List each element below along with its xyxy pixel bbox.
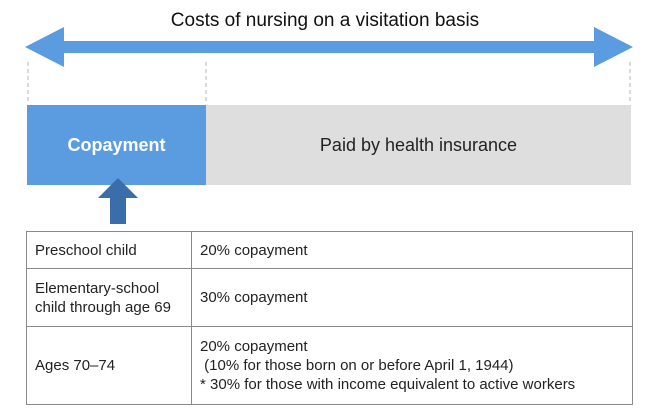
group-label-line: Elementary-school bbox=[35, 279, 160, 297]
rate-cell bbox=[192, 269, 633, 327]
diagram-title: Costs of nursing on a visitation basis bbox=[170, 10, 480, 31]
insurance-bar bbox=[206, 105, 631, 185]
group-cell bbox=[27, 269, 192, 327]
rate-cell bbox=[192, 327, 633, 405]
rate-cell bbox=[192, 232, 633, 269]
table-row bbox=[27, 269, 633, 327]
rate-text: 20% copayment bbox=[200, 338, 308, 355]
table-row bbox=[27, 232, 633, 269]
copayment-table bbox=[26, 231, 633, 405]
copayment-bar bbox=[27, 105, 206, 185]
rate-footnote: * 30% for those with income equivalent to active workers bbox=[200, 376, 576, 393]
rate-text: 30% copayment bbox=[200, 289, 308, 306]
table-row bbox=[27, 327, 633, 405]
up-arrow-icon bbox=[96, 176, 140, 226]
rate-note: (10% for those born on or before April 1, 1944) bbox=[200, 357, 514, 374]
group-cell bbox=[27, 232, 192, 269]
group-label: Ages 70–74 bbox=[35, 357, 116, 374]
rate-text: 20% copayment bbox=[200, 241, 308, 259]
double-headed-arrow-icon bbox=[25, 27, 633, 67]
group-label: Preschool child bbox=[35, 241, 137, 259]
group-label-line: child through age 69 bbox=[35, 298, 171, 316]
insurance-label: Paid by health insurance bbox=[319, 134, 518, 155]
copayment-label: Copayment bbox=[67, 134, 166, 155]
group-cell bbox=[27, 327, 192, 405]
